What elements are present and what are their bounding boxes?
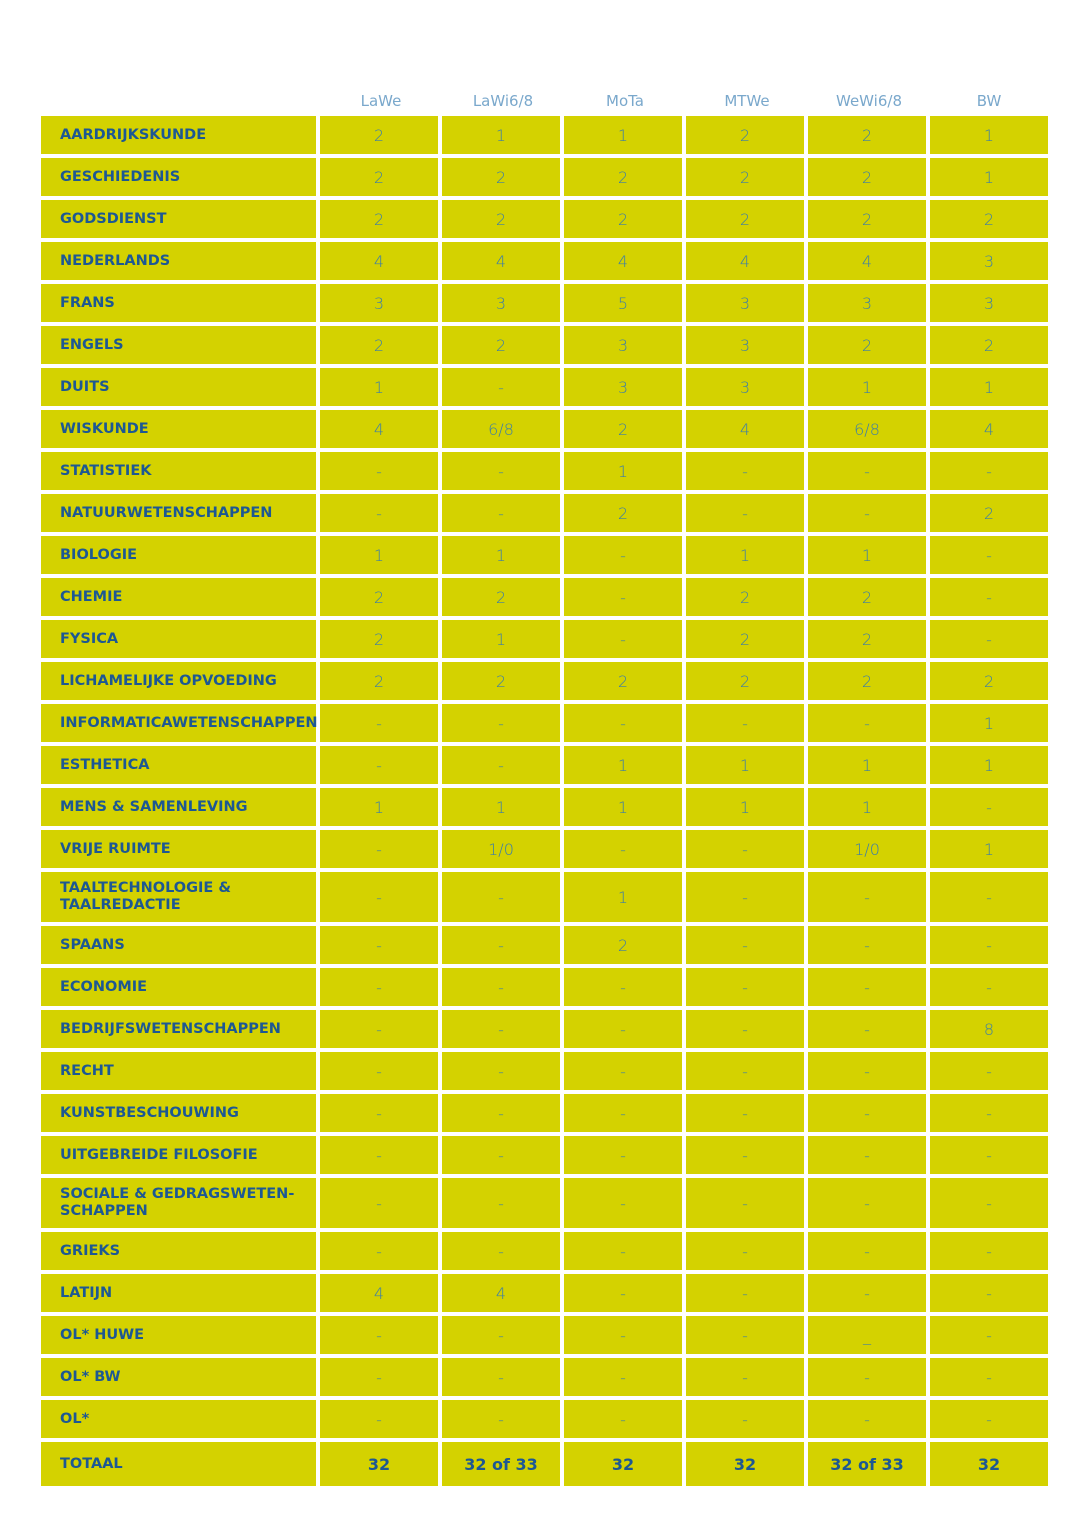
hours-cell: 1	[564, 788, 682, 826]
table-row	[41, 788, 1052, 826]
hours-cell: 2	[320, 200, 438, 238]
hours-cell: 2	[320, 326, 438, 364]
total-cell: 32 of 33	[808, 1442, 926, 1486]
hours-cell: -	[930, 968, 1048, 1006]
header-corner-empty	[41, 86, 320, 116]
hours-cell: -	[808, 1400, 926, 1438]
table-body	[41, 116, 1052, 1486]
subject-label: LICHAMELIJKE OPVOEDING	[41, 662, 316, 700]
hours-cell: -	[442, 1358, 560, 1396]
hours-cell: 2	[686, 158, 804, 196]
hours-cell: -	[930, 452, 1048, 490]
hours-cell: -	[930, 872, 1048, 922]
table-row	[41, 830, 1052, 868]
hours-cell: -	[686, 1010, 804, 1048]
subject-label: CHEMIE	[41, 578, 316, 616]
subject-label: VRIJE RUIMTE	[41, 830, 316, 868]
hours-cell: -	[930, 536, 1048, 574]
hours-cell: -	[564, 704, 682, 742]
hours-cell: -	[808, 1010, 926, 1048]
table-row	[41, 1136, 1052, 1174]
hours-cell: -	[808, 1052, 926, 1090]
subject-label: RECHT	[41, 1052, 316, 1090]
hours-cell: 2	[320, 620, 438, 658]
hours-cell: 2	[930, 662, 1048, 700]
hours-cell: 2	[686, 662, 804, 700]
table-row	[41, 368, 1052, 406]
hours-cell: -	[564, 1094, 682, 1132]
hours-cell: -	[564, 1052, 682, 1090]
hours-cell: -	[442, 368, 560, 406]
hours-cell: 2	[930, 326, 1048, 364]
table-row	[41, 116, 1052, 154]
table-row	[41, 1232, 1052, 1270]
hours-cell: -	[686, 1274, 804, 1312]
column-header: LaWi6/8	[472, 92, 534, 110]
hours-cell: -	[564, 1358, 682, 1396]
total-cell: 32	[930, 1442, 1048, 1486]
hours-cell: -	[808, 1178, 926, 1228]
hours-cell: -	[564, 1010, 682, 1048]
hours-cell: 2	[808, 326, 926, 364]
table-row	[41, 158, 1052, 196]
hours-cell: -	[808, 926, 926, 964]
hours-cell: 2	[930, 200, 1048, 238]
hours-cell: -	[320, 1094, 438, 1132]
hours-cell: 1	[442, 788, 560, 826]
hours-cell: -	[320, 1136, 438, 1174]
hours-cell: 2	[320, 578, 438, 616]
hours-cell: 1	[320, 368, 438, 406]
hours-cell: -	[686, 1358, 804, 1396]
subject-label: SOCIALE & GEDRAGSWETEN- SCHAPPEN	[41, 1178, 316, 1228]
hours-cell: -	[686, 704, 804, 742]
hours-cell: -	[442, 494, 560, 532]
column-header: MTWe	[724, 92, 770, 110]
hours-cell: -	[686, 926, 804, 964]
subject-label: ESTHETICA	[41, 746, 316, 784]
hours-cell: 1	[442, 536, 560, 574]
hours-cell: _	[808, 1316, 926, 1354]
total-cell: 32	[564, 1442, 682, 1486]
hours-cell: 5	[564, 284, 682, 322]
hours-cell: -	[930, 1274, 1048, 1312]
hours-cell: -	[686, 1232, 804, 1270]
hours-cell: -	[564, 1136, 682, 1174]
hours-cell: 2	[564, 200, 682, 238]
hours-cell: 1	[564, 116, 682, 154]
hours-cell: -	[442, 1136, 560, 1174]
hours-cell: -	[686, 1052, 804, 1090]
hours-cell: -	[320, 746, 438, 784]
hours-cell: 2	[320, 158, 438, 196]
hours-cell: 1	[320, 788, 438, 826]
hours-cell: 2	[808, 116, 926, 154]
hours-cell: 2	[442, 578, 560, 616]
hours-cell: 6/8	[808, 410, 926, 448]
hours-cell: -	[808, 1274, 926, 1312]
hours-cell: -	[442, 872, 560, 922]
hours-cell: -	[686, 830, 804, 868]
hours-cell: -	[808, 872, 926, 922]
total-cell: 32 of 33	[442, 1442, 560, 1486]
table-row	[41, 1358, 1052, 1396]
hours-cell: -	[686, 1400, 804, 1438]
hours-cell: 2	[564, 158, 682, 196]
hours-cell: -	[442, 1094, 560, 1132]
hours-cell: 2	[686, 200, 804, 238]
subject-label: GRIEKS	[41, 1232, 316, 1270]
table-row	[41, 1274, 1052, 1312]
hours-cell: -	[320, 926, 438, 964]
hours-cell: 1	[930, 704, 1048, 742]
hours-cell: -	[320, 1010, 438, 1048]
subject-label: WISKUNDE	[41, 410, 316, 448]
table-row	[41, 284, 1052, 322]
hours-cell: 4	[442, 242, 560, 280]
hours-cell: 2	[808, 578, 926, 616]
subject-label: NEDERLANDS	[41, 242, 316, 280]
hours-cell: 4	[564, 242, 682, 280]
hours-cell: -	[320, 1232, 438, 1270]
subject-label: GESCHIEDENIS	[41, 158, 316, 196]
hours-cell: 1	[442, 620, 560, 658]
hours-cell: -	[442, 1052, 560, 1090]
hours-cell: -	[686, 872, 804, 922]
hours-cell: 2	[930, 494, 1048, 532]
table-row	[41, 1052, 1052, 1090]
hours-cell: 1	[930, 830, 1048, 868]
hours-cell: 1	[930, 116, 1048, 154]
hours-cell: -	[442, 968, 560, 1006]
subject-label: OL* BW	[41, 1358, 316, 1396]
hours-cell: 4	[686, 242, 804, 280]
hours-cell: 3	[808, 284, 926, 322]
hours-cell: 4	[442, 1274, 560, 1312]
hours-cell: 2	[564, 410, 682, 448]
column-header: LaWe	[360, 92, 402, 110]
hours-cell: 3	[564, 326, 682, 364]
hours-cell: -	[442, 746, 560, 784]
table-row	[41, 1010, 1052, 1048]
hours-cell: -	[442, 926, 560, 964]
hours-cell: -	[808, 1232, 926, 1270]
hours-cell: -	[686, 1094, 804, 1132]
hours-cell: -	[930, 1316, 1048, 1354]
hours-cell: 1/0	[442, 830, 560, 868]
hours-cell: 2	[808, 662, 926, 700]
hours-cell: -	[930, 1136, 1048, 1174]
hours-cell: -	[320, 830, 438, 868]
table-row	[41, 1316, 1052, 1354]
table-row	[41, 1094, 1052, 1132]
subject-label: DUITS	[41, 368, 316, 406]
total-cell: 32	[320, 1442, 438, 1486]
hours-cell: -	[320, 452, 438, 490]
table-row	[41, 872, 1052, 922]
hours-cell: 3	[930, 284, 1048, 322]
hours-cell: -	[442, 1178, 560, 1228]
subject-label: TAALTECHNOLOGIE & TAALREDACTIE	[41, 872, 316, 922]
table-row	[41, 326, 1052, 364]
hours-cell: 3	[930, 242, 1048, 280]
subject-label: OL* HUWE	[41, 1316, 316, 1354]
table-row	[41, 704, 1052, 742]
hours-cell: -	[320, 1358, 438, 1396]
hours-cell: 2	[686, 578, 804, 616]
hours-cell: -	[320, 494, 438, 532]
table-row	[41, 746, 1052, 784]
hours-cell: 1	[808, 368, 926, 406]
table-header-row	[41, 86, 1052, 116]
hours-cell: -	[686, 1136, 804, 1174]
hours-cell: 1	[808, 746, 926, 784]
hours-cell: 1	[686, 536, 804, 574]
hours-cell: -	[442, 452, 560, 490]
hours-cell: 2	[442, 662, 560, 700]
hours-cell: -	[442, 1010, 560, 1048]
hours-cell: 2	[442, 158, 560, 196]
hours-cell: 1	[808, 788, 926, 826]
hours-cell: 2	[686, 116, 804, 154]
table-row	[41, 578, 1052, 616]
hours-cell: 3	[320, 284, 438, 322]
hours-cell: 8	[930, 1010, 1048, 1048]
hours-cell: -	[808, 968, 926, 1006]
subject-label: KUNSTBESCHOUWING	[41, 1094, 316, 1132]
hours-cell: -	[564, 536, 682, 574]
hours-cell: -	[930, 788, 1048, 826]
table-row	[41, 662, 1052, 700]
hours-cell: 1	[686, 746, 804, 784]
hours-cell: 1	[564, 746, 682, 784]
subject-label: FRANS	[41, 284, 316, 322]
hours-cell: -	[564, 1274, 682, 1312]
hours-cell: -	[930, 578, 1048, 616]
table-row	[41, 200, 1052, 238]
hours-cell: -	[808, 1358, 926, 1396]
subject-label: AARDRIJKSKUNDE	[41, 116, 316, 154]
hours-cell: 1	[930, 746, 1048, 784]
hours-cell: -	[930, 1358, 1048, 1396]
hours-cell: -	[930, 620, 1048, 658]
hours-cell: 1	[564, 872, 682, 922]
hours-cell: -	[320, 1316, 438, 1354]
hours-cell: -	[930, 1232, 1048, 1270]
table-row	[41, 968, 1052, 1006]
hours-cell: 3	[564, 368, 682, 406]
hours-cell: -	[320, 704, 438, 742]
subject-label: UITGEBREIDE FILOSOFIE	[41, 1136, 316, 1174]
hours-cell: 2	[320, 116, 438, 154]
subject-label: BIOLOGIE	[41, 536, 316, 574]
hours-cell: 2	[564, 494, 682, 532]
subject-label: INFORMATICAWETENSCHAPPEN	[41, 704, 316, 742]
hours-cell: 4	[320, 242, 438, 280]
hours-cell: 4	[930, 410, 1048, 448]
hours-cell: 1	[564, 452, 682, 490]
hours-cell: -	[564, 1316, 682, 1354]
hours-cell: -	[686, 968, 804, 1006]
hours-cell: 4	[320, 410, 438, 448]
hours-cell: 2	[442, 200, 560, 238]
hours-cell: -	[442, 704, 560, 742]
hours-cell: 1	[930, 158, 1048, 196]
subject-label: BEDRIJFSWETENSCHAPPEN	[41, 1010, 316, 1048]
hours-cell: 2	[442, 326, 560, 364]
column-header: WeWi6/8	[836, 92, 902, 110]
subjects-table	[41, 86, 1052, 1490]
subject-label: LATIJN	[41, 1274, 316, 1312]
hours-cell: 1	[320, 536, 438, 574]
hours-cell: 3	[686, 284, 804, 322]
table-row	[41, 242, 1052, 280]
hours-cell: -	[808, 452, 926, 490]
subject-label: NATUURWETENSCHAPPEN	[41, 494, 316, 532]
hours-cell: -	[930, 1094, 1048, 1132]
table-row	[41, 452, 1052, 490]
hours-cell: -	[930, 1400, 1048, 1438]
hours-cell: -	[564, 1400, 682, 1438]
total-cell: 32	[686, 1442, 804, 1486]
subject-label: MENS & SAMENLEVING	[41, 788, 316, 826]
subject-label: ECONOMIE	[41, 968, 316, 1006]
hours-cell: -	[686, 1316, 804, 1354]
hours-cell: -	[442, 1232, 560, 1270]
hours-cell: -	[808, 704, 926, 742]
table-row	[41, 536, 1052, 574]
hours-cell: 1	[930, 368, 1048, 406]
subject-label: GODSDIENST	[41, 200, 316, 238]
table-row	[41, 410, 1052, 448]
hours-cell: -	[564, 830, 682, 868]
hours-cell: 2	[808, 200, 926, 238]
hours-cell: 4	[320, 1274, 438, 1312]
hours-cell: -	[320, 1052, 438, 1090]
hours-cell: -	[564, 1178, 682, 1228]
hours-cell: -	[564, 968, 682, 1006]
hours-cell: -	[808, 1094, 926, 1132]
hours-cell: -	[564, 1232, 682, 1270]
hours-cell: 1	[442, 116, 560, 154]
hours-cell: -	[930, 1052, 1048, 1090]
hours-cell: -	[686, 452, 804, 490]
hours-cell: -	[808, 494, 926, 532]
hours-cell: -	[930, 1178, 1048, 1228]
hours-cell: 2	[564, 662, 682, 700]
hours-cell: -	[564, 620, 682, 658]
hours-cell: 6/8	[442, 410, 560, 448]
total-row	[41, 1442, 1052, 1486]
table-row	[41, 494, 1052, 532]
subject-label: SPAANS	[41, 926, 316, 964]
table-row	[41, 1178, 1052, 1228]
hours-cell: -	[686, 1178, 804, 1228]
hours-cell: -	[930, 926, 1048, 964]
hours-cell: 1	[686, 788, 804, 826]
hours-cell: -	[320, 1400, 438, 1438]
total-label: TOTAAL	[41, 1442, 316, 1486]
hours-cell: 2	[564, 926, 682, 964]
hours-cell: -	[442, 1400, 560, 1438]
hours-cell: -	[442, 1316, 560, 1354]
hours-cell: 4	[686, 410, 804, 448]
hours-cell: 2	[808, 158, 926, 196]
hours-cell: 3	[686, 368, 804, 406]
table-row	[41, 926, 1052, 964]
hours-cell: 2	[686, 620, 804, 658]
hours-cell: 3	[442, 284, 560, 322]
hours-cell: -	[320, 1178, 438, 1228]
hours-cell: -	[320, 968, 438, 1006]
column-header: MoTa	[606, 92, 644, 110]
hours-cell: -	[564, 578, 682, 616]
table-row	[41, 1400, 1052, 1438]
hours-cell: -	[808, 1136, 926, 1174]
hours-cell: 4	[808, 242, 926, 280]
hours-cell: 1	[808, 536, 926, 574]
hours-cell: 1/0	[808, 830, 926, 868]
subject-label: STATISTIEK	[41, 452, 316, 490]
hours-cell: -	[686, 494, 804, 532]
hours-cell: 2	[320, 662, 438, 700]
hours-cell: -	[320, 872, 438, 922]
subject-label: ENGELS	[41, 326, 316, 364]
hours-cell: 2	[808, 620, 926, 658]
subject-label: OL*	[41, 1400, 316, 1438]
subject-label: FYSICA	[41, 620, 316, 658]
table-row	[41, 620, 1052, 658]
hours-cell: 3	[686, 326, 804, 364]
column-header: BW	[976, 92, 1002, 110]
